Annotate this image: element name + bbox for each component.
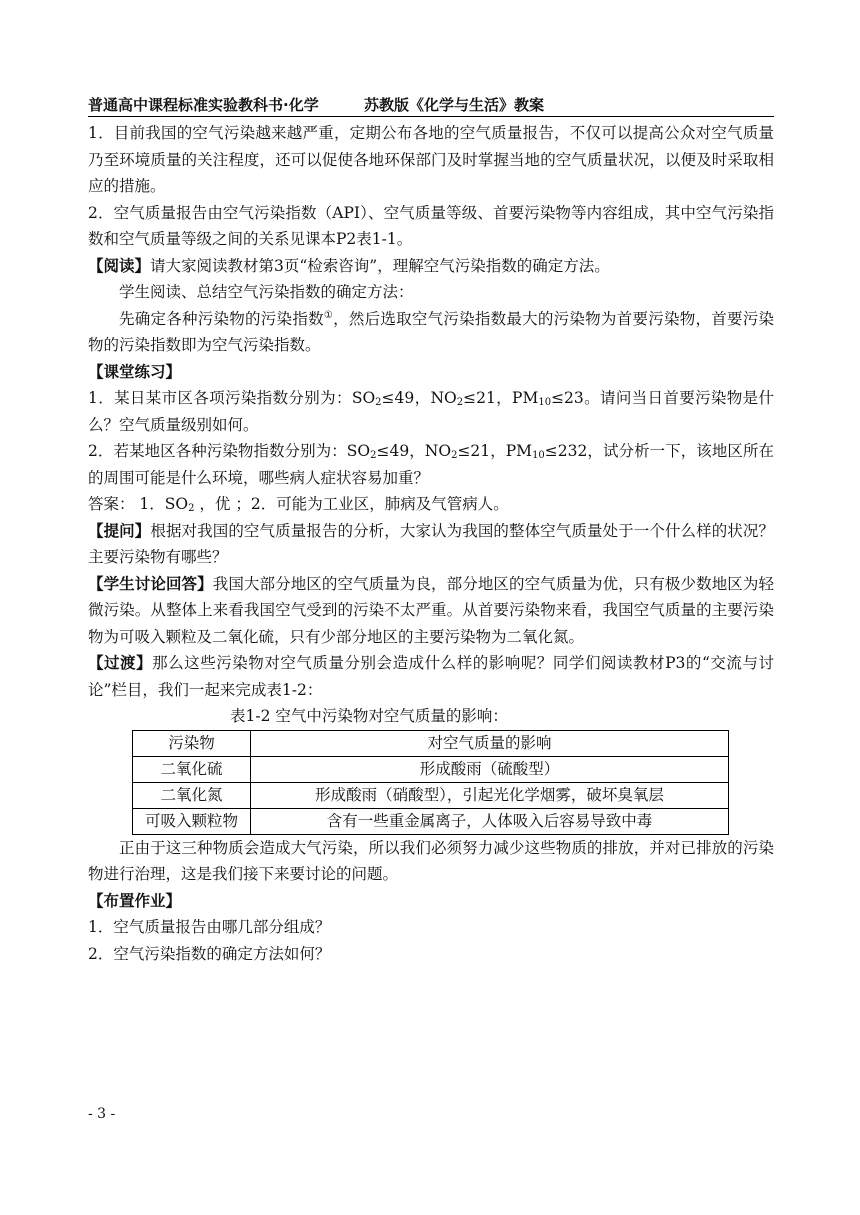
discussion-paragraph — [88, 571, 774, 651]
practice-question-1 — [88, 385, 774, 438]
reading-text: 请大家阅读教材第3页“检索咨询”，理解空气污染指数的确定方法。 — [150, 256, 610, 275]
intro-paragraph-2: 2．空气质量报告由空气污染指数（API）、空气质量等级、首要污染物等内容组成，其中空气污染指数和空气质量等级之间的关系见课本P2表1-1。 — [88, 203, 774, 248]
practice-question-2 — [88, 438, 774, 491]
table-header-cell: 对空气质量的影响 — [251, 730, 729, 756]
transition-paragraph — [88, 650, 774, 703]
q1-part: ≤23。请问当日首要污染物是什么？空气质量级别如何。 — [88, 389, 774, 434]
q1-part: 1．某日某市区各项污染指数分别为：SO — [88, 389, 376, 407]
table-row — [133, 782, 729, 808]
subscript: 10 — [532, 450, 545, 461]
subscript: 2 — [451, 450, 458, 461]
q1-part: ≤21，PM — [463, 389, 539, 407]
method-text-start: 先确定各种污染物的污染指数 — [119, 309, 324, 328]
table-header-cell: 污染物 — [133, 730, 251, 756]
footnote-marker: ① — [323, 309, 334, 321]
table-cell: 可吸入颗粒物 — [133, 808, 251, 834]
pollutant-effects-table — [132, 730, 729, 835]
subscript: 2 — [370, 450, 377, 461]
summary-line: 学生阅读、总结空气污染指数的确定方法： — [119, 283, 414, 301]
subscript: 10 — [538, 397, 552, 408]
q2-part: 2．若某地区各种污染物指数分别为：SO — [88, 442, 371, 460]
table-cell: 含有一些重金属离子，人体吸入后容易导致中毒 — [251, 808, 729, 834]
homework-item: 2．空气污染指数的确定方法如何？ — [88, 944, 331, 963]
table-caption: 表1-2 空气中污染物对空气质量的影响： — [230, 707, 508, 725]
reading-tag: 【阅读】 — [88, 256, 151, 275]
table-cell: 二氧化氮 — [133, 782, 251, 808]
discussion-tag: 【学生讨论回答】 — [88, 574, 213, 593]
intro-paragraph-1: 1．目前我国的空气污染越来越严重，定期公布各地的空气质量报告，不仅可以提高公众对空气质量乃至环境质量的关注程度，还可以促使各地环保部门及时掌握当地的空气质量状况，以便及时采取相应的措施。 — [88, 124, 774, 195]
table-cell: 二氧化硫 — [133, 756, 251, 782]
table-row — [133, 756, 729, 782]
answer-part: 答案： 1．SO — [88, 495, 189, 513]
q2-part: ≤49，NO — [376, 442, 452, 460]
subscript: 2 — [188, 503, 195, 514]
q2-part: ≤21，PM — [457, 442, 533, 460]
transition-tag: 【过渡】 — [88, 654, 153, 672]
practice-answer — [88, 491, 774, 518]
method-paragraph — [88, 306, 774, 359]
practice-heading: 【课堂练习】 — [88, 362, 182, 381]
q1-part: ≤49，NO — [381, 389, 457, 407]
method-text-end: ，然后选取空气污染指数最大的污染物为首要污染物，首要污染物的污染指数即为空气污染指数。 — [88, 309, 774, 354]
table-row — [133, 808, 729, 834]
q2-part: ≤232，试分析一下，该地区所在的周围可能是什么环境，哪些病人症状容易加重？ — [88, 442, 775, 487]
table-cell: 形成酸雨（硫酸型） — [251, 756, 729, 782]
reading-paragraph — [88, 253, 774, 280]
lesson-content — [88, 120, 774, 967]
question-paragraph — [88, 518, 774, 571]
subscript: 2 — [456, 397, 464, 408]
discussion-text: 我国大部分地区的空气质量为良，部分地区的空气质量为优，只有极少数地区为轻微污染。从整体上来看我国空气受到的污染不太严重。从首要污染物来看，我国空气质量的主要污染物为可吸入颗粒及二氧化硫，只有少部分地区的主要污染物为二氧化氮。 — [88, 574, 774, 646]
closing-paragraph: 正由于这三种物质会造成大气污染，所以我们必须努力减少这些物质的排放，并对已排放的污染物进行治理，这是我们接下来要讨论的问题。 — [88, 838, 774, 883]
homework-item: 1．空气质量报告由哪几部分组成？ — [88, 918, 331, 936]
table-cell: 形成酸雨（硝酸型），引起光化学烟雾，破坏臭氧层 — [251, 782, 729, 808]
question-tag: 【提问】 — [88, 521, 151, 540]
subscript: 2 — [375, 397, 382, 408]
homework-heading: 【布置作业】 — [88, 891, 182, 910]
header-book-title: 苏教版《化学与生活》教案 — [364, 96, 545, 114]
transition-text: 那么这些污染物对空气质量分别会造成什么样的影响呢？同学们阅读教材P3的“交流与讨论”栏目，我们一起来完成表1-2： — [88, 654, 774, 699]
table-header-row — [133, 730, 729, 756]
page-header — [88, 94, 774, 117]
page-number: - 3 - — [88, 1106, 116, 1122]
header-series-title: 普通高中课程标准实验教科书·化学 — [88, 96, 319, 114]
question-text: 根据对我国的空气质量报告的分析，大家认为我国的整体空气质量处于一个什么样的状况？主要污染物有哪些？ — [88, 521, 774, 566]
answer-part: ，优 ；2．可能为工业区，肺病及气管病人。 — [194, 495, 509, 513]
